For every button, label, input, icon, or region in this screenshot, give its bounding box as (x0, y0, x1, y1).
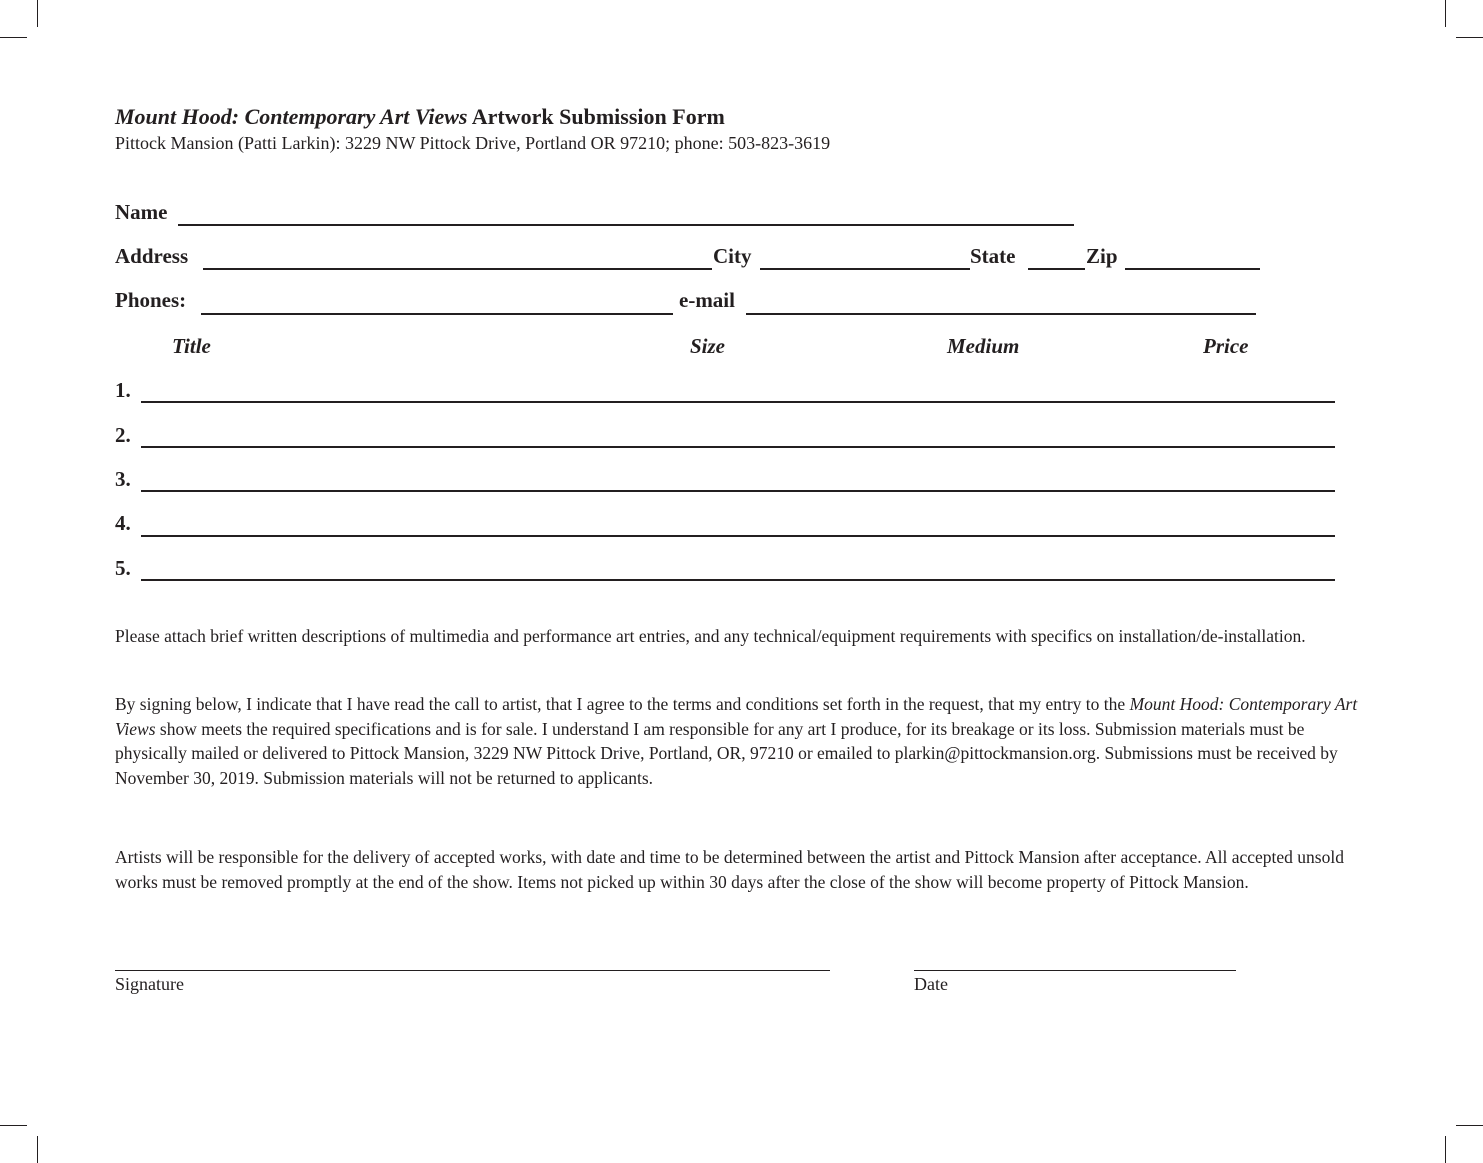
email-label: e-mail (679, 288, 735, 312)
artwork-row-field[interactable] (141, 446, 1335, 448)
crop-mark (1445, 0, 1446, 27)
state-field[interactable] (1028, 268, 1085, 270)
artwork-row-number: 3. (115, 467, 131, 491)
artwork-row-number: 1. (115, 378, 131, 402)
crop-mark (1456, 1125, 1483, 1126)
zip-label: Zip (1086, 244, 1118, 268)
column-medium: Medium (947, 334, 1020, 358)
crop-mark (1456, 37, 1483, 38)
crop-mark (37, 1136, 38, 1163)
form-title-italic: Mount Hood: Contemporary Art Views (115, 104, 468, 129)
state-label: State (970, 244, 1016, 268)
form-title-rest: Artwork Submission Form (467, 104, 725, 129)
agreement-text-start: By signing below, I indicate that I have read the call to artist, that I agree to the terms and conditions set forth in the request, that my entry to the (115, 694, 1130, 714)
phones-field[interactable] (201, 313, 673, 315)
artwork-row-field[interactable] (141, 535, 1335, 537)
crop-mark (37, 0, 38, 27)
form-title (115, 104, 725, 130)
artwork-row-field[interactable] (141, 579, 1335, 581)
crop-mark (0, 37, 27, 38)
phones-label: Phones: (115, 288, 187, 312)
crop-mark (0, 1125, 27, 1126)
zip-field[interactable] (1125, 268, 1260, 270)
date-label: Date (914, 974, 948, 994)
column-title: Title (172, 334, 211, 358)
crop-mark (1445, 1136, 1446, 1163)
artwork-row-number: 2. (115, 423, 131, 447)
artwork-row-number: 4. (115, 511, 131, 535)
agreement-text-italic: Mount Hood: Contemporary Art Views (115, 694, 1358, 739)
column-size: Size (690, 334, 726, 358)
email-field[interactable] (746, 313, 1256, 315)
agreement-text-end: show meets the required specifications and is for sale. I understand I am responsible for any art I produce, for its breakage or its loss. Submission materials must be physically mailed or delivered to Pittock Mansion, 3229 NW Pittock Drive, Portland, OR, 97210 or emailed to plarkin@pittockmansion.org. Submissions must be received by November 30, 2019. Submission materials will not be returned to applicants. (115, 718, 1338, 788)
column-price: Price (1203, 334, 1249, 358)
instructions-paragraph: Please attach brief written descriptions of multimedia and performance art entries, and any technical/equipment requirements with specifics on installation/de-installation. (115, 626, 1306, 646)
signature-label: Signature (115, 974, 184, 994)
date-field[interactable] (914, 970, 1236, 971)
address-field[interactable] (203, 268, 712, 270)
city-field[interactable] (760, 268, 970, 270)
artwork-row-field[interactable] (141, 490, 1335, 492)
address-label: Address (115, 244, 189, 268)
artwork-row-field[interactable] (141, 401, 1335, 403)
form-subtitle: Pittock Mansion (Patti Larkin): 3229 NW Pittock Drive, Portland OR 97210; phone: 503-823-3619 (115, 133, 831, 153)
signature-field[interactable] (115, 970, 830, 971)
city-label: City (713, 244, 752, 268)
name-field[interactable] (178, 224, 1074, 226)
name-label: Name (115, 200, 168, 224)
artwork-row-number: 5. (115, 556, 131, 580)
delivery-paragraph: Artists will be responsible for the delivery of accepted works, with date and time to be determined between the artist and Pittock Mansion after acceptance. All accepted unsold works must be removed promptly at the end of the show. Items not picked up within 30 days after the close of the show will become property of Pittock Mansion. (115, 847, 1344, 892)
agreement-paragraph (115, 692, 1375, 790)
